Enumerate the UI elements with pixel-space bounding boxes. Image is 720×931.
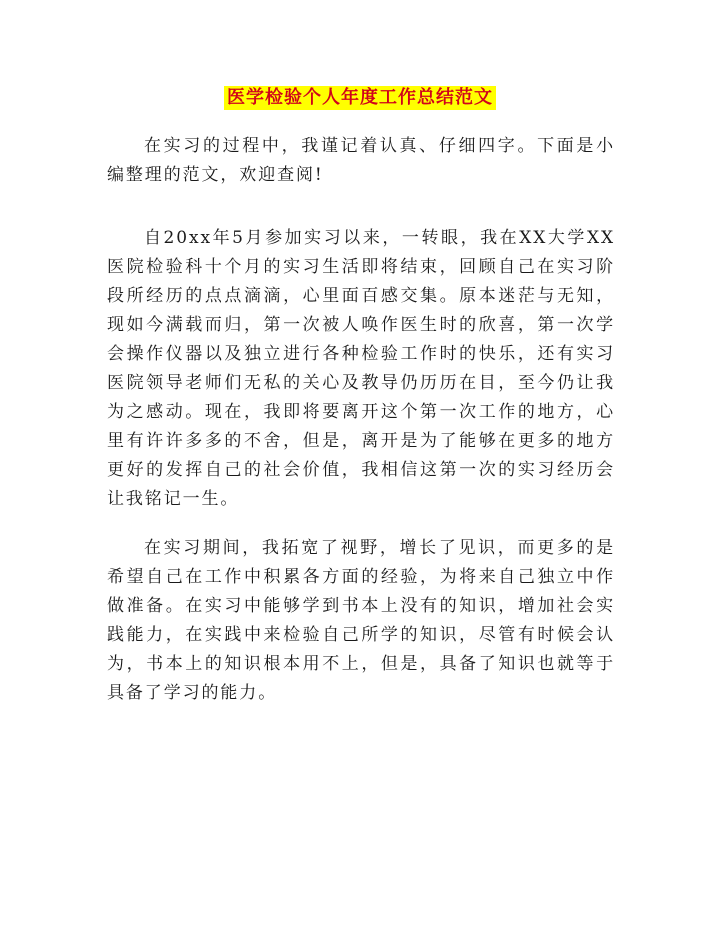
paragraph-internship-reflection: 自20xx年5月参加实习以来，一转眼，我在XX大学XX医院检验科十个月的实习生活即将结束，回顾自己在实习阶段所经历的点点滴滴，心里面百感交集。原本迷茫与无知，现如今满载而归，第一次被人唤作医生时的欣喜，第一次学会操作仪器以及独立进行各种检验工作时的快乐，还有实习医院领导老师们无私的关心及教导仍历历在目，至今仍让我为之感动。现在，我即将要离开这个第一次工作的地方，心里有许许多多的不舍，但是，离开是为了能够在更多的地方更好的发挥自己的社会价值，我相信这第一次的实习经历会让我铭记一生。 [107, 228, 615, 509]
document-title: 医学检验个人年度工作总结范文 [224, 86, 496, 110]
title-container [0, 86, 720, 110]
paragraph-intro: 在实习的过程中，我谨记着认真、仔细四字。下面是小编整理的范文，欢迎查阅! [107, 136, 615, 185]
paragraph-internship-gains: 在实习期间，我拓宽了视野，增长了见识，而更多的是希望自己在工作中积累各方面的经验，为将来自己独立中作做准备。在实习中能够学到书本上没有的知识，增加社会实践能力，在实践中来检验自己所学的知识，尽管有时候会认为，书本上的知识根本用不上，但是，具备了知识也就等于具备了学习的能力。 [107, 538, 615, 703]
document-body [107, 132, 615, 728]
